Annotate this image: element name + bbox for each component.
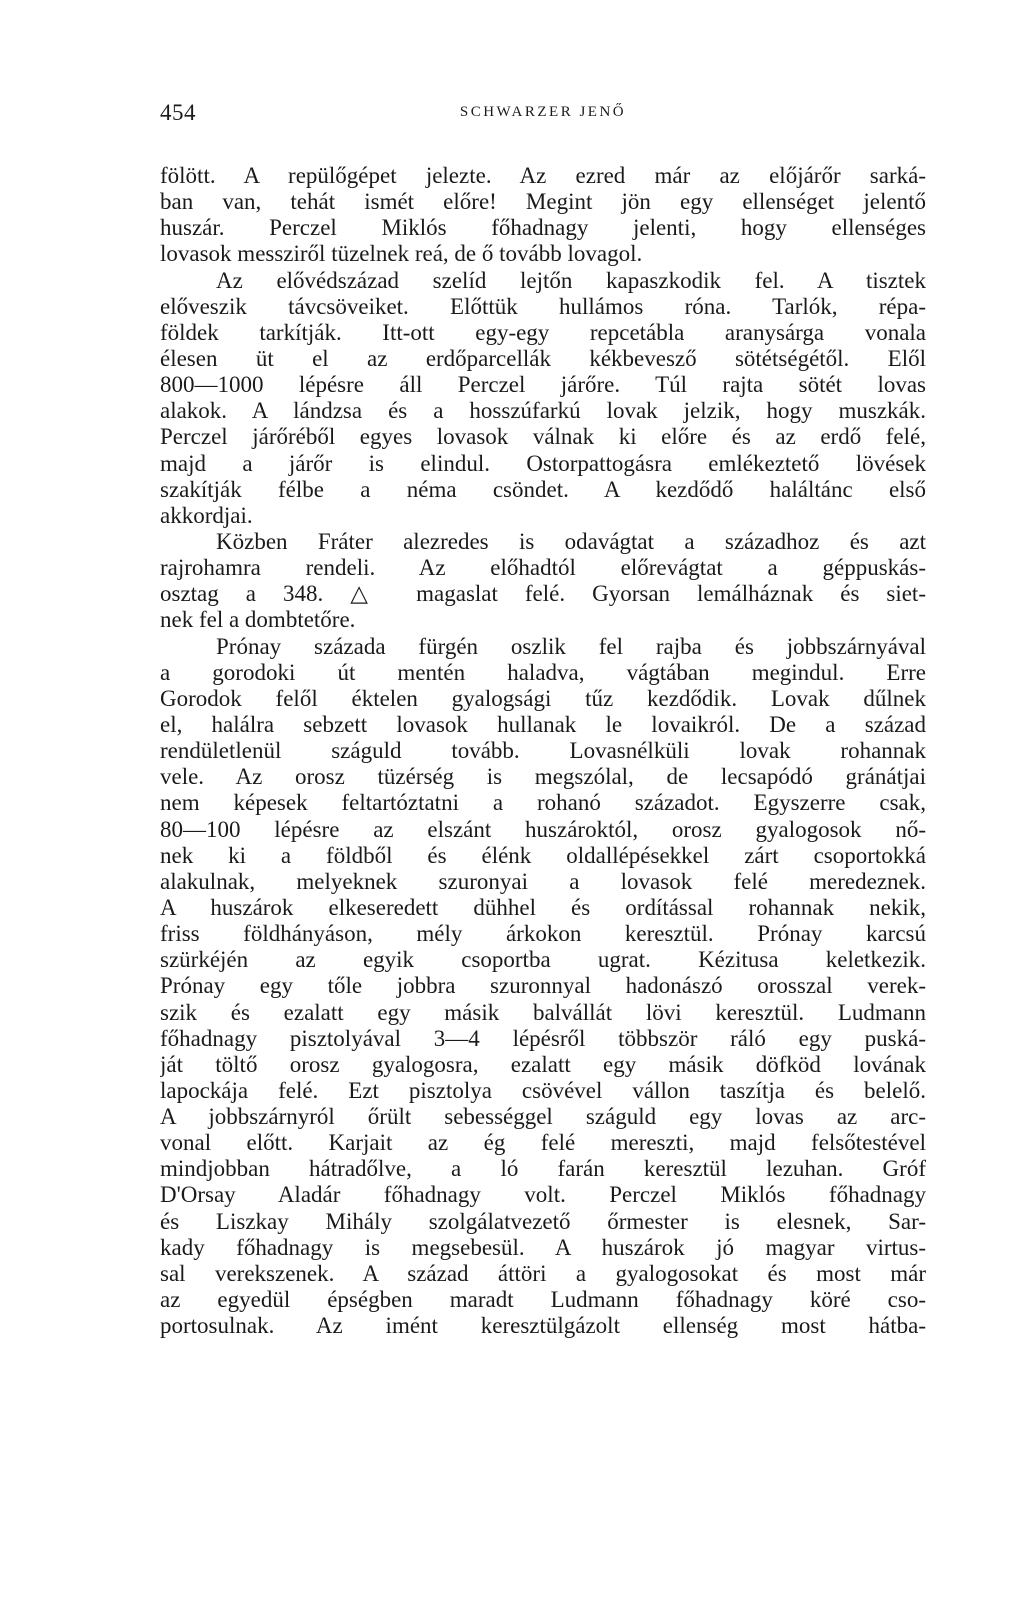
text-line: alakulnak, melyeknek szuronyai a lovasok felé meredeznek. [160, 868, 926, 894]
text-line: vele. Az orosz tüzérség is megszólal, de lecsapódó gránátjai [160, 764, 926, 790]
text-line: rajrohamra rendeli. Az előhadtól előrevágtat a géppuskás- [160, 555, 926, 581]
running-head: SCHWARZER JENŐ [459, 104, 627, 120]
text-line: földek tarkítják. Itt-ott egy-egy repcetábla aranysárga vonala [160, 319, 926, 345]
text-line: Prónay egy tőle jobbra szuronnyal hadonászó orosszal verek- [160, 973, 926, 999]
text-line: huszár. Perczel Miklós főhadnagy jelenti, hogy ellenséges [160, 215, 926, 241]
text-line: alakok. A lándzsa és a hosszúfarkú lovak jelzik, hogy muszkák. [160, 398, 926, 424]
text-line: D'Orsay Aladár főhadnagy volt. Perczel Miklós főhadnagy [160, 1182, 926, 1208]
body-text [160, 163, 926, 1339]
text-line: nek fel a dombtetőre. [160, 607, 356, 633]
text-line: Prónay százada fürgén oszlik fel rajba és jobbszárnyával [216, 633, 926, 659]
text-line: osztag a 348. △ magaslat felé. Gyorsan lemálháznak és siet- [160, 581, 926, 607]
text-line: 800—1000 lépésre áll Perczel járőre. Túl rajta sötét lovas [160, 372, 926, 398]
text-line: kady főhadnagy is megsebesül. A huszárok jó magyar virtus- [160, 1234, 926, 1260]
text-line: friss földhányáson, mély árkokon keresztül. Prónay karcsú [160, 921, 926, 947]
page-header [160, 100, 926, 130]
text-line: Gorodok felől éktelen gyalogsági tűz kezdődik. Lovak dűlnek [160, 685, 926, 711]
text-line: lapockája felé. Ezt pisztolya csövével vállon taszítja és belelő. [160, 1077, 926, 1103]
text-line: A huszárok elkeseredett dühhel és ordítással rohannak nekik, [160, 894, 926, 920]
text-line: majd a járőr is elindul. Ostorpattogásra emlékeztető lövések [160, 450, 926, 476]
text-line: mindjobban hátradőlve, a ló farán keresztül lezuhan. Gróf [160, 1156, 926, 1182]
text-line: szürkéjén az egyik csoportba ugrat. Kézitusa keletkezik. [160, 947, 926, 973]
text-line: el, halálra sebzett lovasok hullanak le lovaikról. De a század [160, 711, 926, 737]
text-line: a gorodoki út mentén haladva, vágtában megindul. Erre [160, 659, 926, 685]
text-line: lovasok messziről tüzelnek reá, de ő tovább lovagol. [160, 241, 643, 267]
text-line: portosulnak. Az imént keresztülgázolt ellenség most hátba- [160, 1313, 926, 1339]
text-line: sal verekszenek. A század áttöri a gyalogosokat és most már [160, 1260, 926, 1286]
text-line: szik és ezalatt egy másik balvállát lövi keresztül. Ludmann [160, 999, 926, 1025]
text-line: vonal előtt. Karjait az ég felé mereszti, majd felsőtestével [160, 1130, 926, 1156]
text-line: ban van, tehát ismét előre! Megint jön egy ellenséget jelentő [160, 189, 926, 215]
text-line: és Liszkay Mihály szolgálatvezető őrmester is elesnek, Sar- [160, 1208, 926, 1234]
text-line: Perczel járőréből egyes lovasok válnak ki előre és az erdő felé, [160, 424, 926, 450]
text-line: nem képesek feltartóztatni a rohanó századot. Egyszerre csak, [160, 790, 926, 816]
text-line: A jobbszárnyról őrült sebességgel száguld egy lovas az arc- [160, 1104, 926, 1130]
text-line: szakítják félbe a néma csöndet. A kezdődő haláltánc első [160, 476, 926, 502]
text-line: Közben Fráter alezredes is odavágtat a századhoz és azt [216, 528, 926, 554]
text-line: rendületlenül száguld tovább. Lovasnélküli lovak rohannak [160, 738, 926, 764]
text-line: Az elővédszázad szelíd lejtőn kapaszkodik fel. A tisztek [216, 267, 926, 293]
text-line: főhadnagy pisztolyával 3—4 lépésről többször ráló egy puská- [160, 1025, 926, 1051]
text-line: nek ki a földből és élénk oldallépésekkel zárt csoportokká [160, 842, 926, 868]
text-line: élesen üt el az erdőparcellák kékbevesző sötétségétől. Elől [160, 345, 926, 371]
text-line: akkordjai. [160, 502, 253, 528]
text-line: 80—100 lépésre az elszánt huszároktól, orosz gyalogosok nő- [160, 816, 926, 842]
text-line: ját töltő orosz gyalogosra, ezalatt egy másik döfköd lovának [160, 1051, 926, 1077]
text-line: előveszik távcsöveiket. Előttük hullámos róna. Tarlók, répa- [160, 293, 926, 319]
text-line: fölött. A repülőgépet jelezte. Az ezred már az előjárőr sarká- [160, 163, 926, 188]
text-line: az egyedül épségben maradt Ludmann főhadnagy köré cso- [160, 1287, 926, 1313]
page-number: 454 [160, 100, 196, 125]
